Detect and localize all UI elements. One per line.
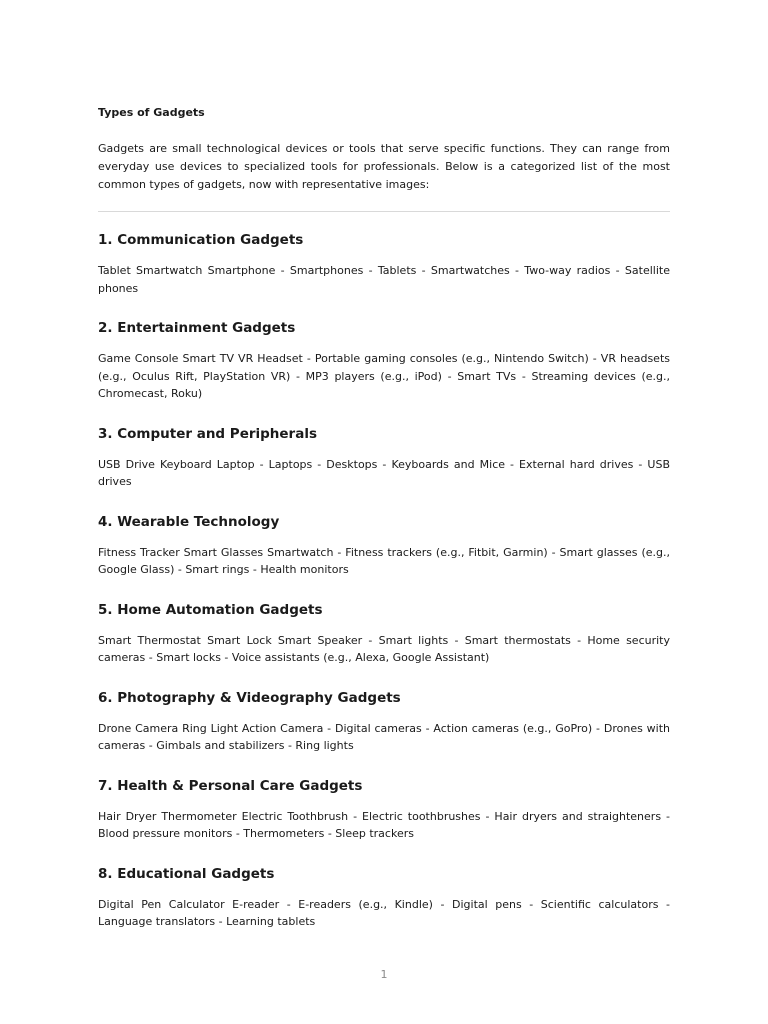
document-page (98, 104, 670, 952)
document-title: Types of Gadgets (98, 106, 205, 119)
section-body: Tablet Smartwatch Smartphone - Smartphones - Tablets - Smartwatches - Two-way radios - Satellite phones (98, 264, 670, 295)
section-heading: 4. Wearable Technology (98, 513, 280, 530)
section-body: Game Console Smart TV VR Headset - Portable gaming consoles (e.g., Nintendo Switch) - VR headsets (e.g., Oculus Rift, PlayStation VR) - MP3 players (e.g., iPod) - Smart TVs - Streaming devices (e.g., Chromecast, Roku) (98, 352, 670, 400)
section-heading: 3. Computer and Peripherals (98, 425, 317, 442)
section-home-automation (98, 600, 670, 667)
section-divider (98, 211, 670, 212)
section-body: Drone Camera Ring Light Action Camera - Digital cameras - Action cameras (e.g., GoPro) - Drones with cameras - Gimbals and stabilizers - Ring lights (98, 721, 670, 752)
section-heading: 6. Photography & Videography Gadgets (98, 689, 401, 706)
section-body: Hair Dryer Thermometer Electric Toothbrush - Electric toothbrushes - Hair dryers and straighteners - Blood pressure monitors - Thermometers - Sleep trackers (98, 809, 670, 840)
page-number: 1 (380, 968, 388, 981)
section-body: Smart Thermostat Smart Lock Smart Speaker - Smart lights - Smart thermostats - Home security cameras - Smart locks - Voice assistants (e.g., Alexa, Google Assistant) (98, 633, 670, 664)
section-body: Digital Pen Calculator E-reader - E-readers (e.g., Kindle) - Digital pens - Scientific calculators - Language translators - Learning tablets (98, 897, 670, 928)
section-educational (98, 864, 670, 931)
section-body: USB Drive Keyboard Laptop - Laptops - Desktops - Keyboards and Mice - External hard drives - USB drives (98, 457, 670, 488)
section-heading: 2. Entertainment Gadgets (98, 320, 296, 336)
section-entertainment (98, 318, 670, 403)
section-computer-peripherals (98, 424, 670, 491)
section-heading: 7. Health & Personal Care Gadgets (98, 777, 363, 794)
section-body: Fitness Tracker Smart Glasses Smartwatch - Fitness trackers (e.g., Fitbit, Garmin) - Smart glasses (e.g., Google Glass) - Smart rings - Health monitors (98, 545, 670, 576)
section-communication (98, 230, 670, 297)
section-photography (98, 688, 670, 755)
intro-paragraph: Gadgets are small technological devices or tools that serve specific functions. They can range from everyday use devices to specialized tools for professionals. Below is a categorized list of the most common types of gadgets, now with representative images: (98, 142, 670, 191)
section-heading: 1. Communication Gadgets (98, 232, 304, 248)
section-wearable (98, 512, 670, 579)
section-health-personal-care (98, 776, 670, 843)
section-heading: 8. Educational Gadgets (98, 865, 275, 882)
section-heading: 5. Home Automation Gadgets (98, 601, 323, 618)
